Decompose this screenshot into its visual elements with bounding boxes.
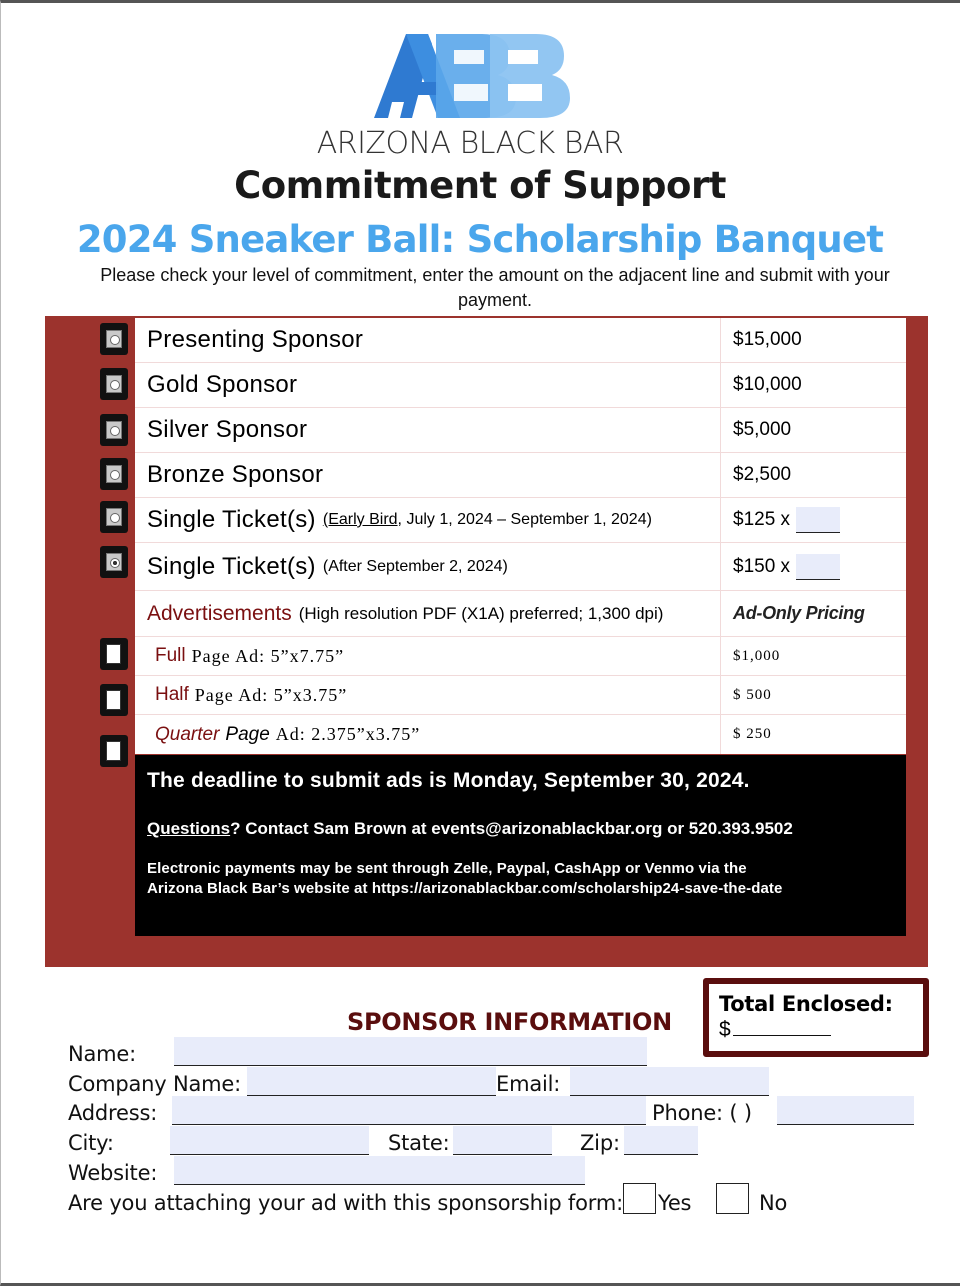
ticket-note-early-bird: (Early Bird [322, 511, 398, 528]
level-price: $5,000 [733, 419, 792, 440]
ad-kind: Half [155, 684, 189, 705]
level-price: $10,000 [733, 374, 802, 395]
state-field[interactable] [453, 1126, 552, 1155]
regular-ticket-checkbox[interactable] [100, 546, 128, 578]
quarter-page-ad-checkbox[interactable] [100, 735, 128, 767]
questions-contact: ? Contact Sam Brown at events@arizonablackbar.org or 520.393.9502 [230, 819, 793, 838]
email-field[interactable] [570, 1067, 769, 1096]
no-label: No [759, 1191, 788, 1215]
abb-logo [314, 30, 626, 160]
sponsor-info-header: SPONSOR INFORMATION [347, 1008, 672, 1036]
name-label: Name: [68, 1042, 137, 1066]
total-label: Total Enclosed: [719, 992, 893, 1016]
ads-header: Advertisements [147, 601, 292, 625]
early-bird-quantity-field[interactable] [796, 507, 840, 533]
company-label: Company Name: [68, 1072, 242, 1096]
ads-note: (High resolution PDF (X1A) preferred; 1,300 dpi) [298, 603, 664, 623]
commitment-table [135, 318, 906, 754]
bronze-sponsor-checkbox[interactable] [100, 458, 128, 490]
table-row [135, 676, 906, 715]
ticket-name: Single Ticket(s) [147, 552, 316, 580]
abb-logo-mark [370, 30, 570, 122]
deadline-text: The deadline to submit ads is Monday, September 30, 2024. [147, 769, 750, 792]
address-label: Address: [68, 1101, 158, 1125]
ad-price: $ 500 [733, 686, 772, 703]
ticket-note: (After September 2, 2024) [322, 557, 508, 575]
attach-yes-checkbox[interactable] [623, 1183, 656, 1214]
page-title: Commitment of Support [234, 164, 726, 207]
presenting-sponsor-checkbox[interactable] [100, 323, 128, 355]
ad-desc: Ad: 2.375”x3.75” [275, 724, 421, 744]
ticket-price: $150 x [733, 555, 791, 577]
ad-price: $ 250 [733, 726, 772, 742]
level-price: $15,000 [733, 329, 802, 350]
payments-line-1: Electronic payments may be sent through Zelle, Paypal, CashApp or Venmo via the [147, 860, 747, 877]
ad-pricing-label: Ad-Only Pricing [733, 603, 865, 623]
state-label: State: [388, 1131, 450, 1155]
table-row [135, 637, 906, 676]
table-row [135, 363, 906, 408]
table-row [135, 453, 906, 498]
regular-ticket-quantity-field[interactable] [796, 554, 840, 580]
total-enclosed-box [703, 978, 929, 1057]
ad-kind-extra: Page [225, 723, 270, 745]
ad-desc: Page Ad: 5”x3.75” [194, 684, 348, 705]
name-field[interactable] [174, 1037, 647, 1066]
zip-label: Zip: [580, 1131, 620, 1155]
ad-price: $1,000 [733, 647, 781, 664]
payments-line-2: Arizona Black Bar’s website at https://arizonablackbar.com/scholarship24-save-the-date [147, 880, 783, 897]
phone-field[interactable] [777, 1096, 914, 1125]
attach-ad-question: Are you attaching your ad with this sponsorship form: [68, 1191, 623, 1215]
table-row [135, 715, 906, 754]
silver-sponsor-checkbox[interactable] [100, 414, 128, 446]
table-row [135, 318, 906, 363]
full-page-ad-checkbox[interactable] [100, 638, 128, 670]
city-label: City: [68, 1131, 114, 1155]
zip-field[interactable] [624, 1126, 698, 1155]
questions-label: Questions [147, 819, 231, 838]
instructions-text: Please check your level of commitment, enter the amount on the adjacent line and submit with your payment. [100, 265, 890, 310]
currency-symbol: $ [719, 1018, 731, 1041]
city-field[interactable] [170, 1126, 369, 1155]
website-label: Website: [68, 1161, 158, 1185]
phone-label: Phone: ( ) [652, 1101, 752, 1125]
website-field[interactable] [174, 1156, 585, 1185]
ticket-note-dates: , July 1, 2024 – September 1, 2024) [397, 511, 652, 528]
level-name: Gold Sponsor [147, 371, 298, 398]
ad-kind: Full [155, 645, 186, 666]
org-name: ARIZONA BLACK BAR [316, 126, 624, 161]
email-label: Email: [496, 1072, 561, 1096]
level-name: Silver Sponsor [147, 416, 308, 443]
yes-label: Yes [658, 1191, 692, 1215]
ticket-price: $125 x [733, 509, 791, 530]
event-subtitle: 2024 Sneaker Ball: Scholarship Banquet [76, 218, 884, 261]
address-field[interactable] [172, 1096, 646, 1125]
table-row [135, 591, 906, 637]
half-page-ad-checkbox[interactable] [100, 684, 128, 716]
total-amount-field[interactable] [733, 1018, 831, 1036]
level-name: Bronze Sponsor [147, 461, 324, 488]
ad-desc: Page Ad: 5”x7.75” [191, 645, 345, 666]
level-price: $2,500 [733, 464, 792, 485]
ticket-name: Single Ticket(s) [147, 506, 316, 533]
attach-no-checkbox[interactable] [716, 1183, 749, 1214]
level-name: Presenting Sponsor [147, 326, 364, 353]
early-bird-ticket-checkbox[interactable] [100, 501, 128, 533]
table-row [135, 408, 906, 453]
gold-sponsor-checkbox[interactable] [100, 368, 128, 400]
table-row [135, 543, 906, 591]
deadline-info-box [135, 755, 906, 936]
ad-kind: Quarter [155, 723, 220, 745]
payments-text [147, 859, 894, 899]
table-row [135, 498, 906, 543]
company-field[interactable] [247, 1067, 496, 1096]
questions-line [147, 819, 894, 839]
